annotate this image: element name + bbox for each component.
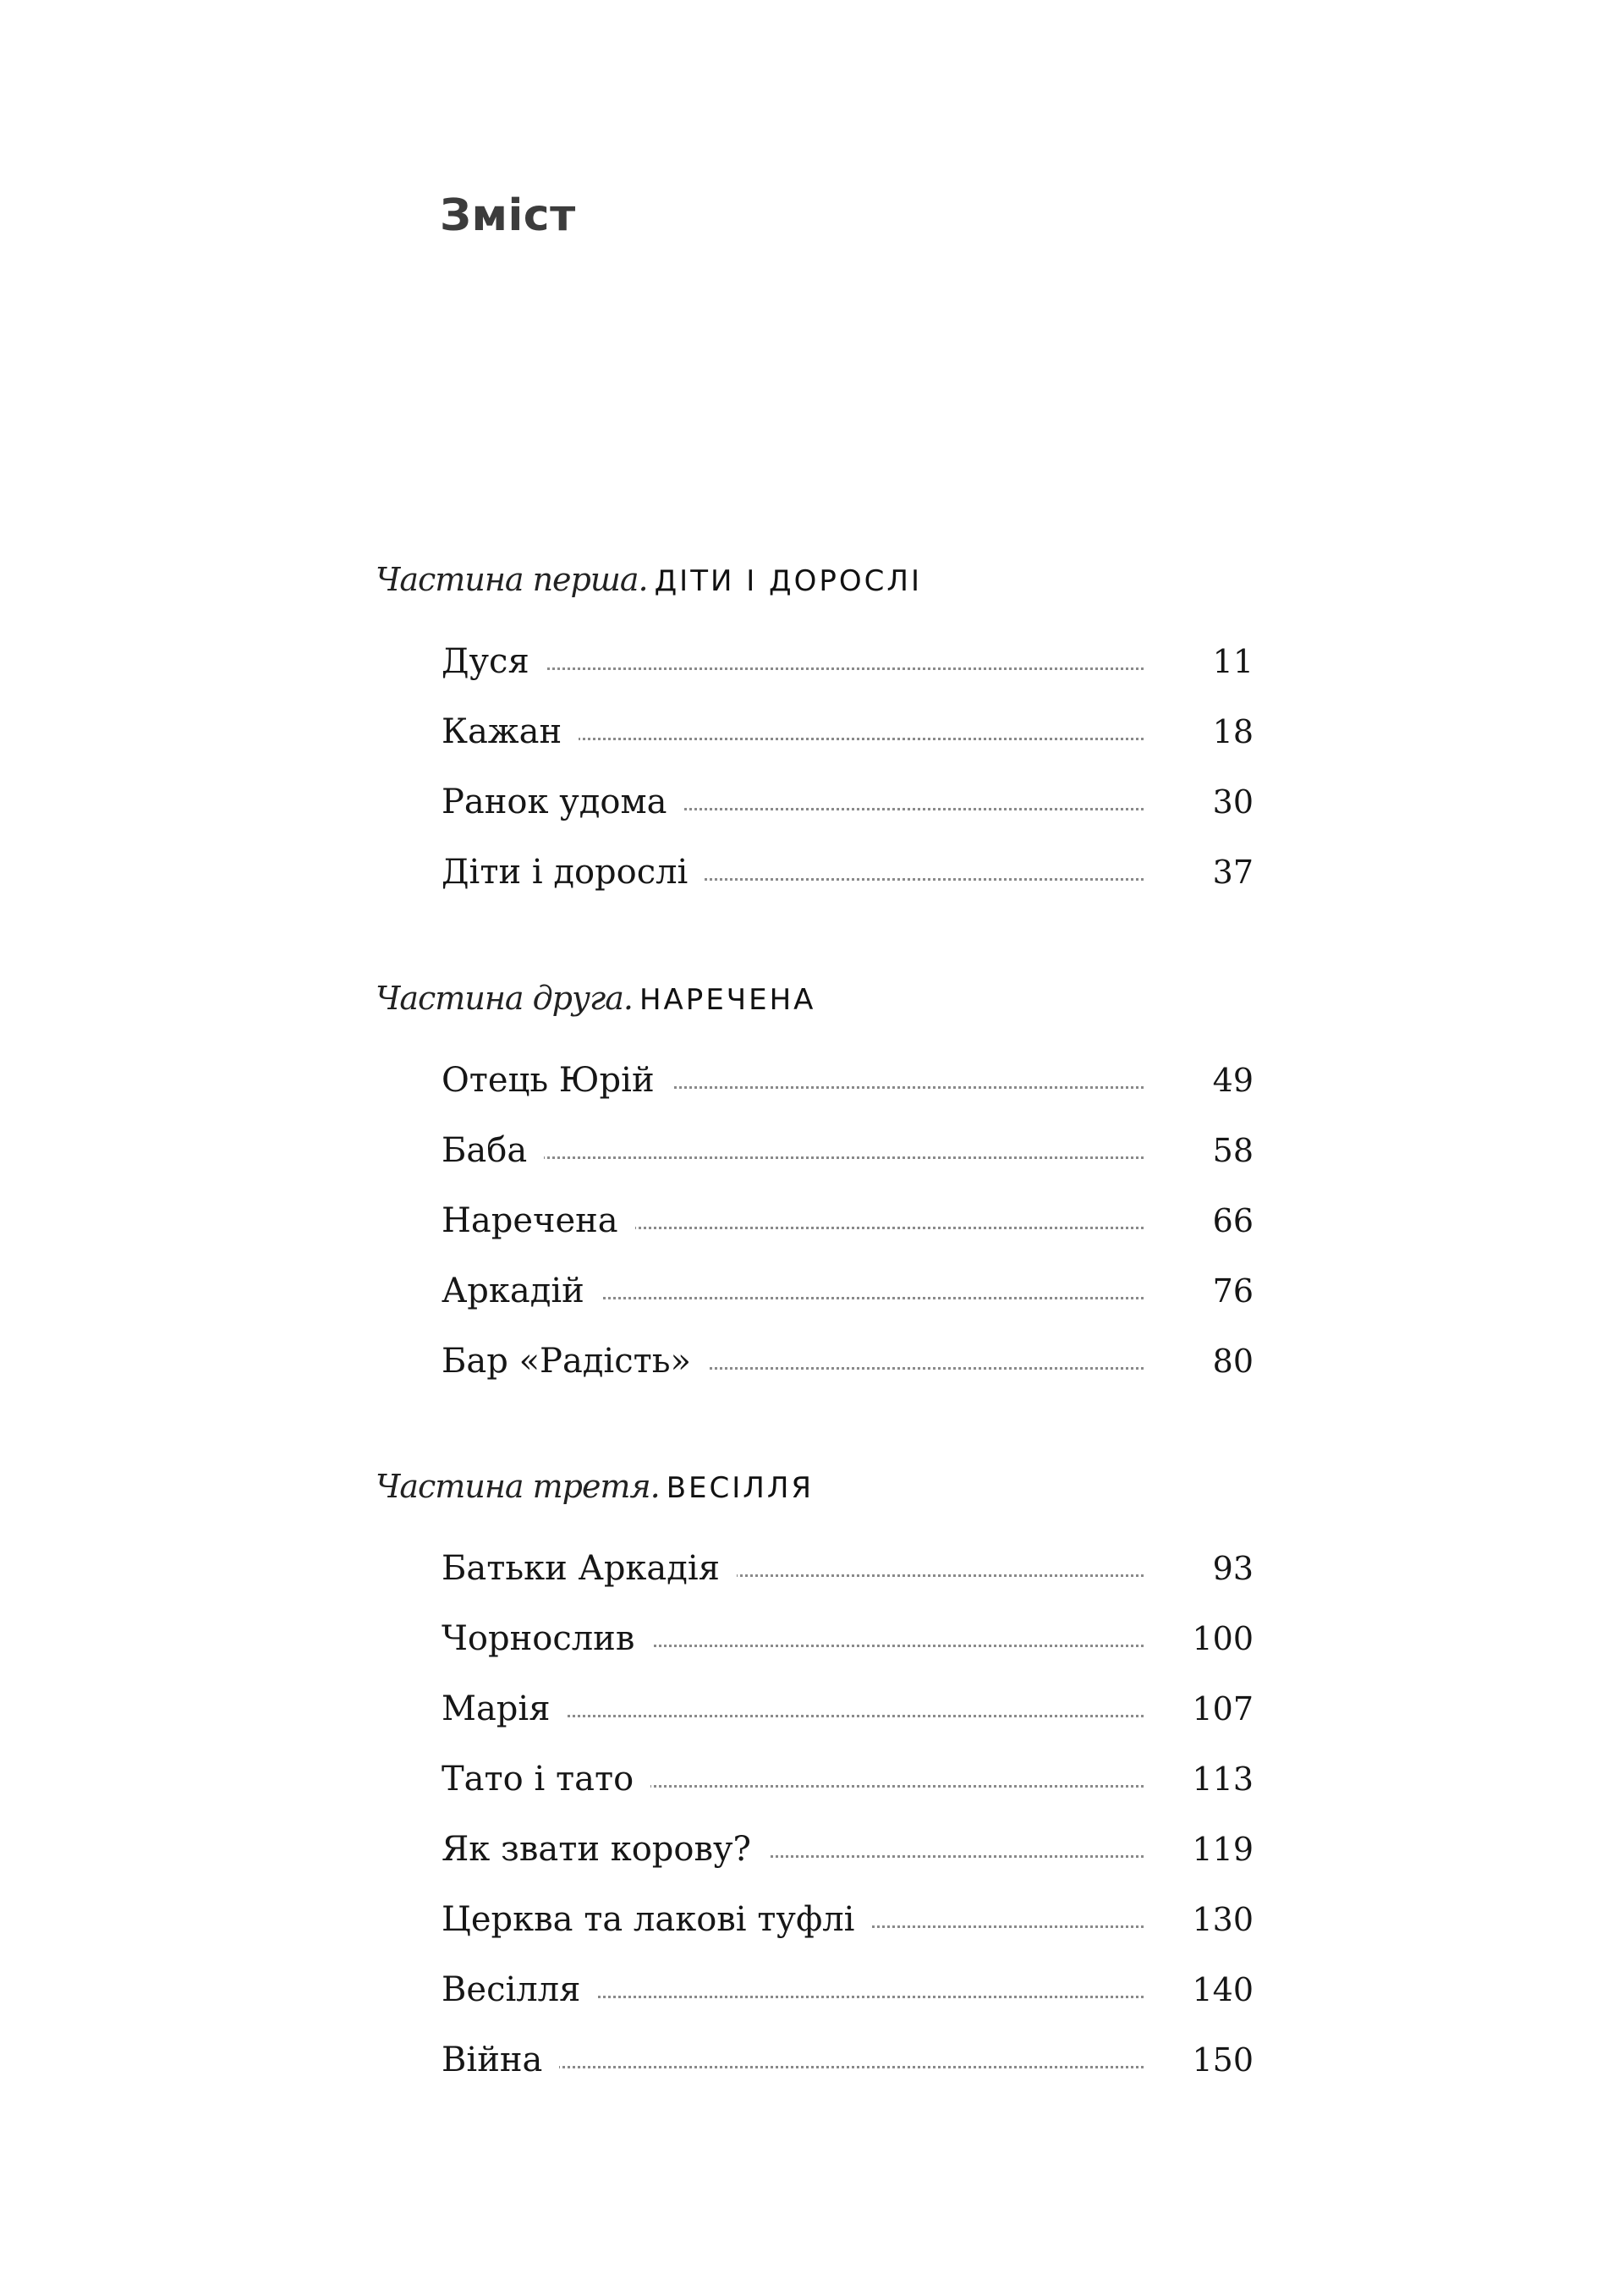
chapter-title: Бар «Радість» — [442, 1332, 708, 1391]
page-number: 30 — [1212, 783, 1254, 821]
part-title: ВЕСІЛЛЯ — [666, 1471, 815, 1505]
toc-entry[interactable] — [442, 632, 1254, 691]
chapter-title: Марія — [442, 1679, 567, 1738]
dot-leader — [442, 1156, 1144, 1159]
toc-entry[interactable] — [442, 1749, 1254, 1809]
page-number: 49 — [1212, 1062, 1254, 1099]
chapter-title: Ранок удома — [442, 772, 683, 832]
part-label: Частина друга. — [376, 980, 633, 1017]
part-label: Частина перша. — [376, 561, 648, 598]
toc-entry[interactable] — [442, 702, 1254, 761]
part-heading — [376, 1461, 814, 1512]
chapter-title: Як звати корову? — [442, 1820, 768, 1879]
page-number: 107 — [1192, 1690, 1254, 1727]
toc-entry[interactable] — [442, 1890, 1254, 1949]
toc-entry[interactable] — [442, 1960, 1254, 2019]
chapter-title: Церква та лакові туфлі — [442, 1890, 871, 1949]
toc-entry[interactable] — [442, 1609, 1254, 1668]
part-title: ДІТИ І ДОРОСЛІ — [654, 564, 922, 598]
chapter-title: Наречена — [442, 1191, 635, 1250]
chapter-title: Кажан — [442, 702, 579, 761]
page-number: 150 — [1192, 2041, 1254, 2079]
chapter-title: Чорнослив — [442, 1609, 651, 1668]
chapter-title: Війна — [442, 2030, 559, 2090]
toc-entry[interactable] — [442, 1332, 1254, 1391]
toc-entry[interactable] — [442, 1191, 1254, 1250]
page-number: 76 — [1212, 1272, 1254, 1310]
chapter-title: Батьки Аркадія — [442, 1539, 737, 1598]
part-heading — [376, 554, 922, 605]
dot-leader — [442, 667, 1144, 670]
page-title: Зміст — [440, 190, 576, 241]
chapter-title: Аркадій — [442, 1261, 601, 1321]
toc-entry[interactable] — [442, 1051, 1254, 1110]
toc-entry[interactable] — [442, 1539, 1254, 1598]
toc-entry[interactable] — [442, 2030, 1254, 2090]
toc-entry[interactable] — [442, 843, 1254, 902]
page-number: 113 — [1192, 1760, 1254, 1798]
page-number: 18 — [1212, 713, 1254, 750]
toc-entry[interactable] — [442, 1679, 1254, 1738]
page-number: 58 — [1212, 1132, 1254, 1169]
chapter-title: Дуся — [442, 632, 546, 691]
toc-entry[interactable] — [442, 1820, 1254, 1879]
page-number: 140 — [1192, 1971, 1254, 2008]
chapter-title: Отець Юрій — [442, 1051, 672, 1110]
page-number: 66 — [1212, 1202, 1254, 1239]
toc-entry[interactable] — [442, 1121, 1254, 1180]
page-number: 100 — [1192, 1620, 1254, 1657]
part-heading — [376, 973, 815, 1024]
toc-entry[interactable] — [442, 772, 1254, 832]
page-number: 93 — [1212, 1550, 1254, 1587]
page-number: 37 — [1212, 854, 1254, 891]
part-title: НАРЕЧЕНА — [639, 983, 816, 1017]
toc-entry[interactable] — [442, 1261, 1254, 1321]
chapter-title: Діти і дорослі — [442, 843, 705, 902]
chapter-title: Тато і тато — [442, 1749, 650, 1809]
page-number: 119 — [1192, 1831, 1254, 1868]
page-number: 80 — [1212, 1343, 1254, 1380]
page-number: 11 — [1212, 643, 1254, 680]
page-number: 130 — [1192, 1901, 1254, 1938]
chapter-title: Весілля — [442, 1960, 597, 2019]
part-label: Частина третя. — [376, 1468, 660, 1505]
chapter-title: Баба — [442, 1121, 544, 1180]
